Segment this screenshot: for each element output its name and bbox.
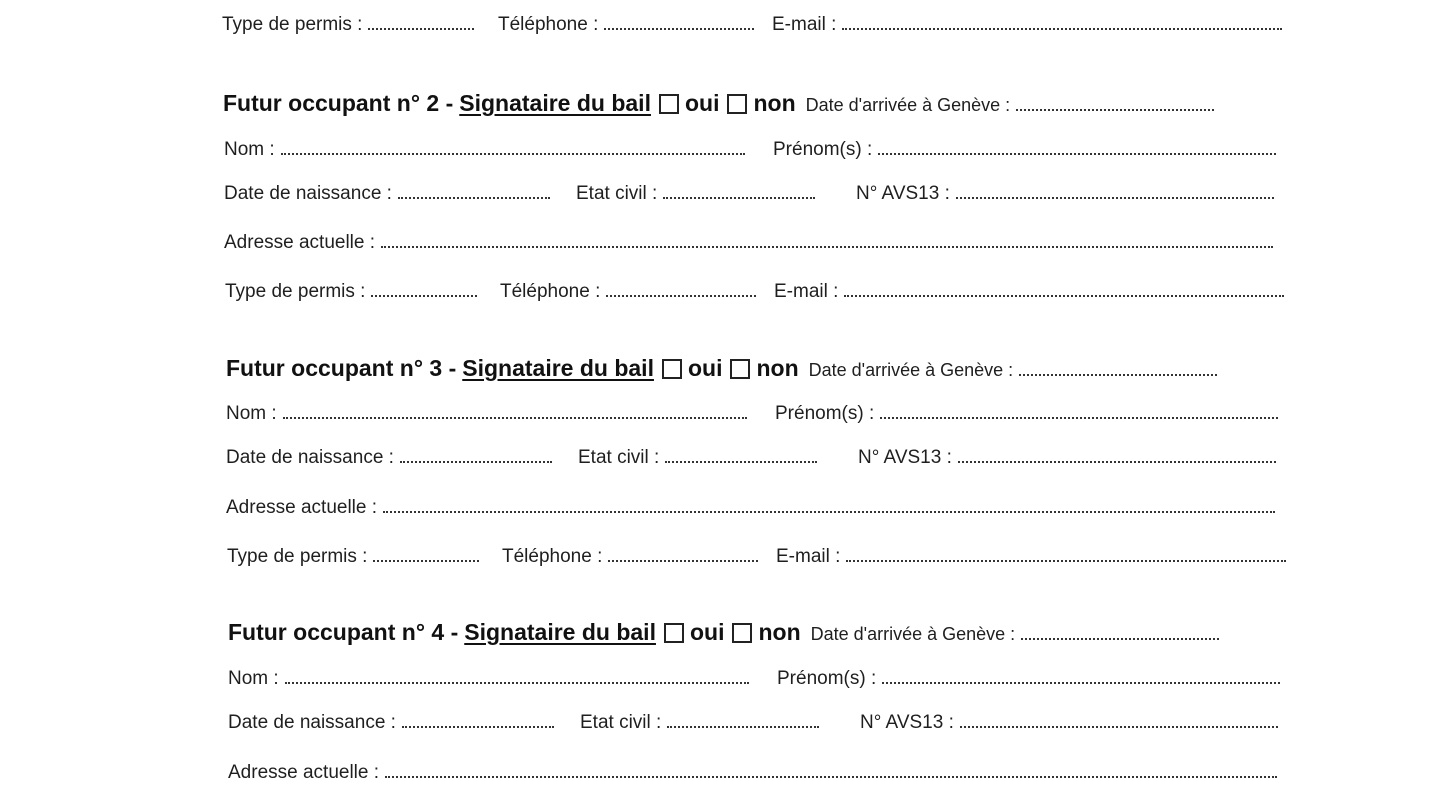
oui-checkbox[interactable] [664,623,684,643]
occupant-2-contact-row [0,281,1440,311]
avs-label: N° AVS13 : [858,447,952,468]
adresse-field[interactable] [224,232,1273,254]
telephone-label: Téléphone : [500,281,601,302]
non-checkbox[interactable] [730,359,750,379]
telephone-field[interactable] [498,14,754,36]
date-naissance-field[interactable] [224,183,550,205]
adresse-input[interactable] [381,232,1273,248]
avs-input[interactable] [958,447,1276,463]
occupant-2-header [0,90,1440,120]
prenom-label: Prénom(s) : [777,668,877,689]
prenom-input[interactable] [880,403,1278,419]
email-field[interactable] [776,546,1286,568]
avs-input[interactable] [960,712,1278,728]
oui-label: oui [689,619,725,645]
adresse-label: Adresse actuelle : [228,762,380,783]
adresse-label: Adresse actuelle : [224,232,376,253]
occupant-2-birth-row [0,183,1440,213]
date-naissance-input[interactable] [400,447,552,463]
date-naissance-label: Date de naissance : [226,447,394,468]
etat-civil-label: Etat civil : [578,447,660,468]
avs-field[interactable] [860,712,1278,734]
nom-field[interactable] [228,668,749,690]
telephone-field[interactable] [502,546,758,568]
occupant-2-address-row [0,232,1440,262]
non-label: non [758,619,801,645]
prenom-input[interactable] [878,139,1276,155]
occupant-title: Futur occupant n° 4 - [228,619,459,645]
non-label: non [756,355,799,381]
oui-checkbox[interactable] [662,359,682,379]
occupant-title: Futur occupant n° 2 - [223,90,454,116]
signataire-label: Signataire du bail [459,90,651,116]
nom-field[interactable] [226,403,747,425]
telephone-input[interactable] [606,281,756,297]
date-arrivee-label: Date d'arrivée à Genève : [810,624,1016,644]
prenom-field[interactable] [773,139,1276,161]
etat-civil-field[interactable] [578,447,817,469]
email-input[interactable] [846,546,1286,562]
date-arrivee-input[interactable] [1021,624,1219,640]
type-permis-input[interactable] [368,14,474,30]
telephone-field[interactable] [500,281,756,303]
date-arrivee-label: Date d'arrivée à Genève : [805,95,1011,115]
nom-label: Nom : [224,139,275,160]
type-permis-label: Type de permis : [227,546,368,567]
date-arrivee-input[interactable] [1016,95,1214,111]
adresse-input[interactable] [385,762,1277,778]
email-input[interactable] [842,14,1282,30]
date-arrivee-label: Date d'arrivée à Genève : [808,360,1014,380]
type-permis-field[interactable] [227,546,479,568]
adresse-input[interactable] [383,497,1275,513]
non-label: non [753,90,796,116]
occupant-4-header [0,619,1440,649]
nom-label: Nom : [226,403,277,424]
oui-label: oui [687,355,723,381]
signataire-label: Signataire du bail [464,619,656,645]
date-naissance-label: Date de naissance : [228,712,396,733]
type-permis-field[interactable] [225,281,477,303]
email-field[interactable] [774,281,1284,303]
nom-input[interactable] [283,403,747,419]
avs-label: N° AVS13 : [856,183,950,204]
occupant-4-birth-row [0,712,1440,742]
date-arrivee-input[interactable] [1019,360,1217,376]
occupant-4-name-row [0,668,1440,698]
non-checkbox[interactable] [732,623,752,643]
type-permis-field[interactable] [222,14,474,36]
oui-label: oui [684,90,720,116]
etat-civil-field[interactable] [580,712,819,734]
adresse-label: Adresse actuelle : [226,497,378,518]
telephone-label: Téléphone : [502,546,603,567]
occupant-title: Futur occupant n° 3 - [226,355,457,381]
type-permis-label: Type de permis : [225,281,366,302]
email-label: E-mail : [776,546,841,567]
occupant-3-name-row [0,403,1440,433]
etat-civil-input[interactable] [663,183,815,199]
prenom-label: Prénom(s) : [773,139,873,160]
etat-civil-field[interactable] [576,183,815,205]
adresse-field[interactable] [226,497,1275,519]
type-permis-label: Type de permis : [222,14,363,35]
oui-checkbox[interactable] [659,94,679,114]
etat-civil-label: Etat civil : [576,183,658,204]
nom-input[interactable] [285,668,749,684]
nom-input[interactable] [281,139,745,155]
occupant-4-address-row [0,762,1440,792]
signataire-label: Signataire du bail [462,355,654,381]
type-permis-input[interactable] [373,546,479,562]
prenom-input[interactable] [882,668,1280,684]
prenom-field[interactable] [777,668,1280,690]
occupant-3-contact-row [0,546,1440,576]
etat-civil-input[interactable] [665,447,817,463]
prenom-label: Prénom(s) : [775,403,875,424]
avs-field[interactable] [858,447,1276,469]
avs-input[interactable] [956,183,1274,199]
non-checkbox[interactable] [727,94,747,114]
telephone-input[interactable] [608,546,758,562]
date-naissance-field[interactable] [228,712,554,734]
etat-civil-input[interactable] [667,712,819,728]
adresse-field[interactable] [228,762,1277,784]
date-naissance-label: Date de naissance : [224,183,392,204]
telephone-input[interactable] [604,14,754,30]
occupant-3-header [0,355,1440,385]
avs-field[interactable] [856,183,1274,205]
avs-label: N° AVS13 : [860,712,954,733]
date-naissance-field[interactable] [226,447,552,469]
date-naissance-input[interactable] [402,712,554,728]
occupant-2-name-row [0,139,1440,169]
nom-label: Nom : [228,668,279,689]
occupant-3-address-row [0,497,1440,527]
email-label: E-mail : [774,281,839,302]
email-label: E-mail : [772,14,837,35]
type-permis-input[interactable] [371,281,477,297]
telephone-label: Téléphone : [498,14,599,35]
email-input[interactable] [844,281,1284,297]
date-naissance-input[interactable] [398,183,550,199]
prenom-field[interactable] [775,403,1278,425]
etat-civil-label: Etat civil : [580,712,662,733]
prev-contact-row [0,14,1440,44]
occupant-3-birth-row [0,447,1440,477]
nom-field[interactable] [224,139,745,161]
email-field[interactable] [772,14,1282,36]
